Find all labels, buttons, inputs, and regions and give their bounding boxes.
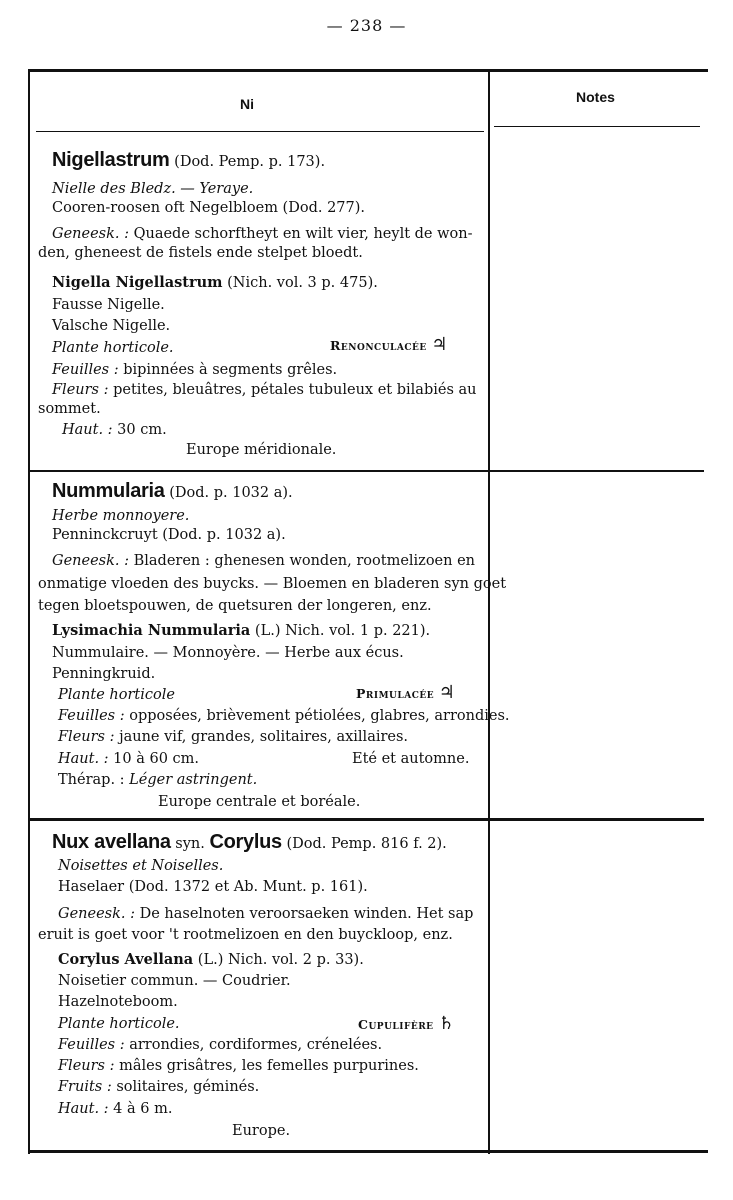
entry-title-ref: (Dod. Pemp. 816 f. 2). <box>281 836 447 852</box>
latin-name: Lysimachia Nummularia <box>52 622 251 639</box>
table-top-border <box>28 69 708 72</box>
entry-feuilles <box>58 707 510 725</box>
feuilles-label: Feuilles : <box>52 362 119 378</box>
latin-ref: (L.) Nich. vol. 2 p. 33). <box>193 952 364 968</box>
entry-fleurs <box>52 381 476 399</box>
haut-label: Haut. : <box>58 1101 109 1117</box>
entry-common-name: Nielle des Bledz. — Yeraye. <box>52 181 254 197</box>
entry-dutch-name: Haselaer (Dod. 1372 et Ab. Munt. p. 161). <box>58 879 368 895</box>
fruits-text: solitaires, géminés. <box>111 1079 260 1095</box>
entry-fleurs-cont: sommet. <box>38 401 101 417</box>
header-underline-left <box>36 131 484 132</box>
perennial-symbol-icon: ♃ <box>438 682 455 703</box>
entry-common-name: Herbe monnoyere. <box>52 508 190 524</box>
column-header-ni: Ni <box>240 96 254 112</box>
entry-dutch-name: Penninckcruyt (Dod. p. 1032 a). <box>52 527 286 543</box>
feuilles-text: opposées, brièvement pétiolées, glabres, arrondies. <box>124 708 510 724</box>
family-name: Renonculacée <box>330 338 427 353</box>
latin-name: Corylus Avellana <box>58 951 194 968</box>
entry-title-line <box>52 482 293 502</box>
fleurs-label: Fleurs : <box>58 729 115 745</box>
entry-french-name: Fausse Nigelle. <box>52 297 165 313</box>
entry-french-name: Noisetier commun. — Coudrier. <box>58 973 291 989</box>
entry-title-ref: (Dod. Pemp. p. 173). <box>169 154 326 170</box>
latin-ref: (Nich. vol. 3 p. 475). <box>222 275 378 291</box>
entry-dutch-name: Cooren-roosen oft Negelbloem (Dod. 277). <box>52 200 366 216</box>
entry-geneesk-cont: onmatige vloeden des buycks. — Bloemen en bladeren syn goet <box>38 576 507 592</box>
geneesk-text: De haselnoten veroorsaeken winden. Het sap <box>135 906 474 922</box>
feuilles-label: Feuilles : <box>58 1037 125 1053</box>
geneesk-text: Bladeren : ghenesen wonden, rootmelizoen en <box>129 553 475 569</box>
feuilles-label: Feuilles : <box>58 708 125 724</box>
entry-flemish-name: Valsche Nigelle. <box>52 318 171 334</box>
entry-family <box>330 336 448 355</box>
fleurs-text: mâles grisâtres, les femelles purpurines. <box>114 1058 419 1074</box>
geneesk-text: Quaede schorftheyt en wilt vier, heylt de won- <box>129 226 473 242</box>
entry-haut <box>62 421 167 439</box>
entry-geneesk-cont: tegen bloetspouwen, de quetsuren der longeren, enz. <box>38 598 432 614</box>
entry-haut <box>58 1100 172 1118</box>
entry-family <box>358 1015 454 1034</box>
entry-region: Europe méridionale. <box>186 442 337 458</box>
entry-syn: syn. <box>170 836 210 852</box>
table-left-border <box>28 69 30 1154</box>
header-underline-right <box>494 126 700 127</box>
entry-title: Nigellastrum <box>52 149 170 171</box>
table-bottom-border <box>28 1150 708 1153</box>
entry-region: Europe centrale et boréale. <box>158 794 361 810</box>
latin-ref: (L.) Nich. vol. 1 p. 221). <box>250 623 431 639</box>
family-name: Primulacée <box>356 686 435 701</box>
entry-plante: Plante horticole. <box>52 340 174 356</box>
therap-text: Léger astringent. <box>129 772 258 788</box>
shrub-symbol-icon: ♄ <box>438 1013 455 1034</box>
entry-feuilles <box>58 1036 382 1054</box>
entry-geneesk-cont: den, gheneest de fistels ende stelpet bloedt. <box>38 245 363 261</box>
entry-title-line <box>52 151 325 171</box>
family-name: Cupulifère <box>358 1017 434 1032</box>
fleurs-text: jaune vif, grandes, solitaires, axillaires. <box>114 729 409 745</box>
entry-flemish-name: Penningkruid. <box>52 666 156 682</box>
entry-flemish-name: Hazelnoteboom. <box>58 994 178 1010</box>
entry-geneesk <box>52 552 475 570</box>
entry-title-line <box>52 833 447 853</box>
geneesk-label: Geneesk. : <box>52 226 129 242</box>
feuilles-text: bipinnées à segments grêles. <box>118 362 338 378</box>
column-header-notes: Notes <box>576 89 615 105</box>
latin-name: Nigella Nigellastrum <box>52 274 223 291</box>
entry-geneesk-cont: eruit is goet voor 't rootmelizoen en den buyckloop, enz. <box>38 927 453 943</box>
section-divider-1 <box>30 470 704 472</box>
fleurs-label: Fleurs : <box>52 382 109 398</box>
page-number: — 238 — <box>326 16 407 35</box>
perennial-symbol-icon: ♃ <box>431 334 448 355</box>
entry-fleurs <box>58 1057 419 1075</box>
fleurs-text: petites, bleuâtres, pétales tubuleux et bilabiés au <box>108 382 477 398</box>
column-divider <box>488 69 490 1154</box>
entry-plante: Plante horticole <box>58 687 175 703</box>
entry-therap <box>58 771 257 789</box>
haut-text: 30 cm. <box>112 422 167 438</box>
haut-text: 10 à 60 cm. <box>108 751 200 767</box>
entry-family <box>356 684 455 703</box>
entry-title: Nux avellana <box>52 831 171 853</box>
entry-haut <box>58 750 199 768</box>
entry-latin <box>58 951 364 969</box>
entry-season: Eté et automne. <box>352 751 470 767</box>
geneesk-label: Geneesk. : <box>58 906 135 922</box>
entry-fleurs <box>58 728 408 746</box>
entry-latin <box>52 274 378 292</box>
feuilles-text: arrondies, cordiformes, crénelées. <box>124 1037 383 1053</box>
haut-label: Haut. : <box>58 751 109 767</box>
entry-common-name: Noisettes et Noiselles. <box>58 858 224 874</box>
therap-label: Thérap. : <box>58 772 130 788</box>
haut-text: 4 à 6 m. <box>108 1101 173 1117</box>
entry-plante: Plante horticole. <box>58 1016 180 1032</box>
entry-geneesk <box>58 905 473 923</box>
entry-geneesk <box>52 225 473 243</box>
entry-title-synonym: Corylus <box>209 831 282 853</box>
entry-latin <box>52 622 430 640</box>
entry-region: Europe. <box>232 1123 291 1139</box>
section-divider-2 <box>30 818 704 821</box>
entry-title-ref: (Dod. p. 1032 a). <box>164 485 293 501</box>
entry-feuilles <box>52 361 337 379</box>
entry-title: Nummularia <box>52 480 165 502</box>
geneesk-label: Geneesk. : <box>52 553 129 569</box>
fruits-label: Fruits : <box>58 1079 112 1095</box>
haut-label: Haut. : <box>62 422 113 438</box>
entry-french-name: Nummulaire. — Monnoyère. — Herbe aux écus. <box>52 645 404 661</box>
entry-fruits <box>58 1078 259 1096</box>
fleurs-label: Fleurs : <box>58 1058 115 1074</box>
